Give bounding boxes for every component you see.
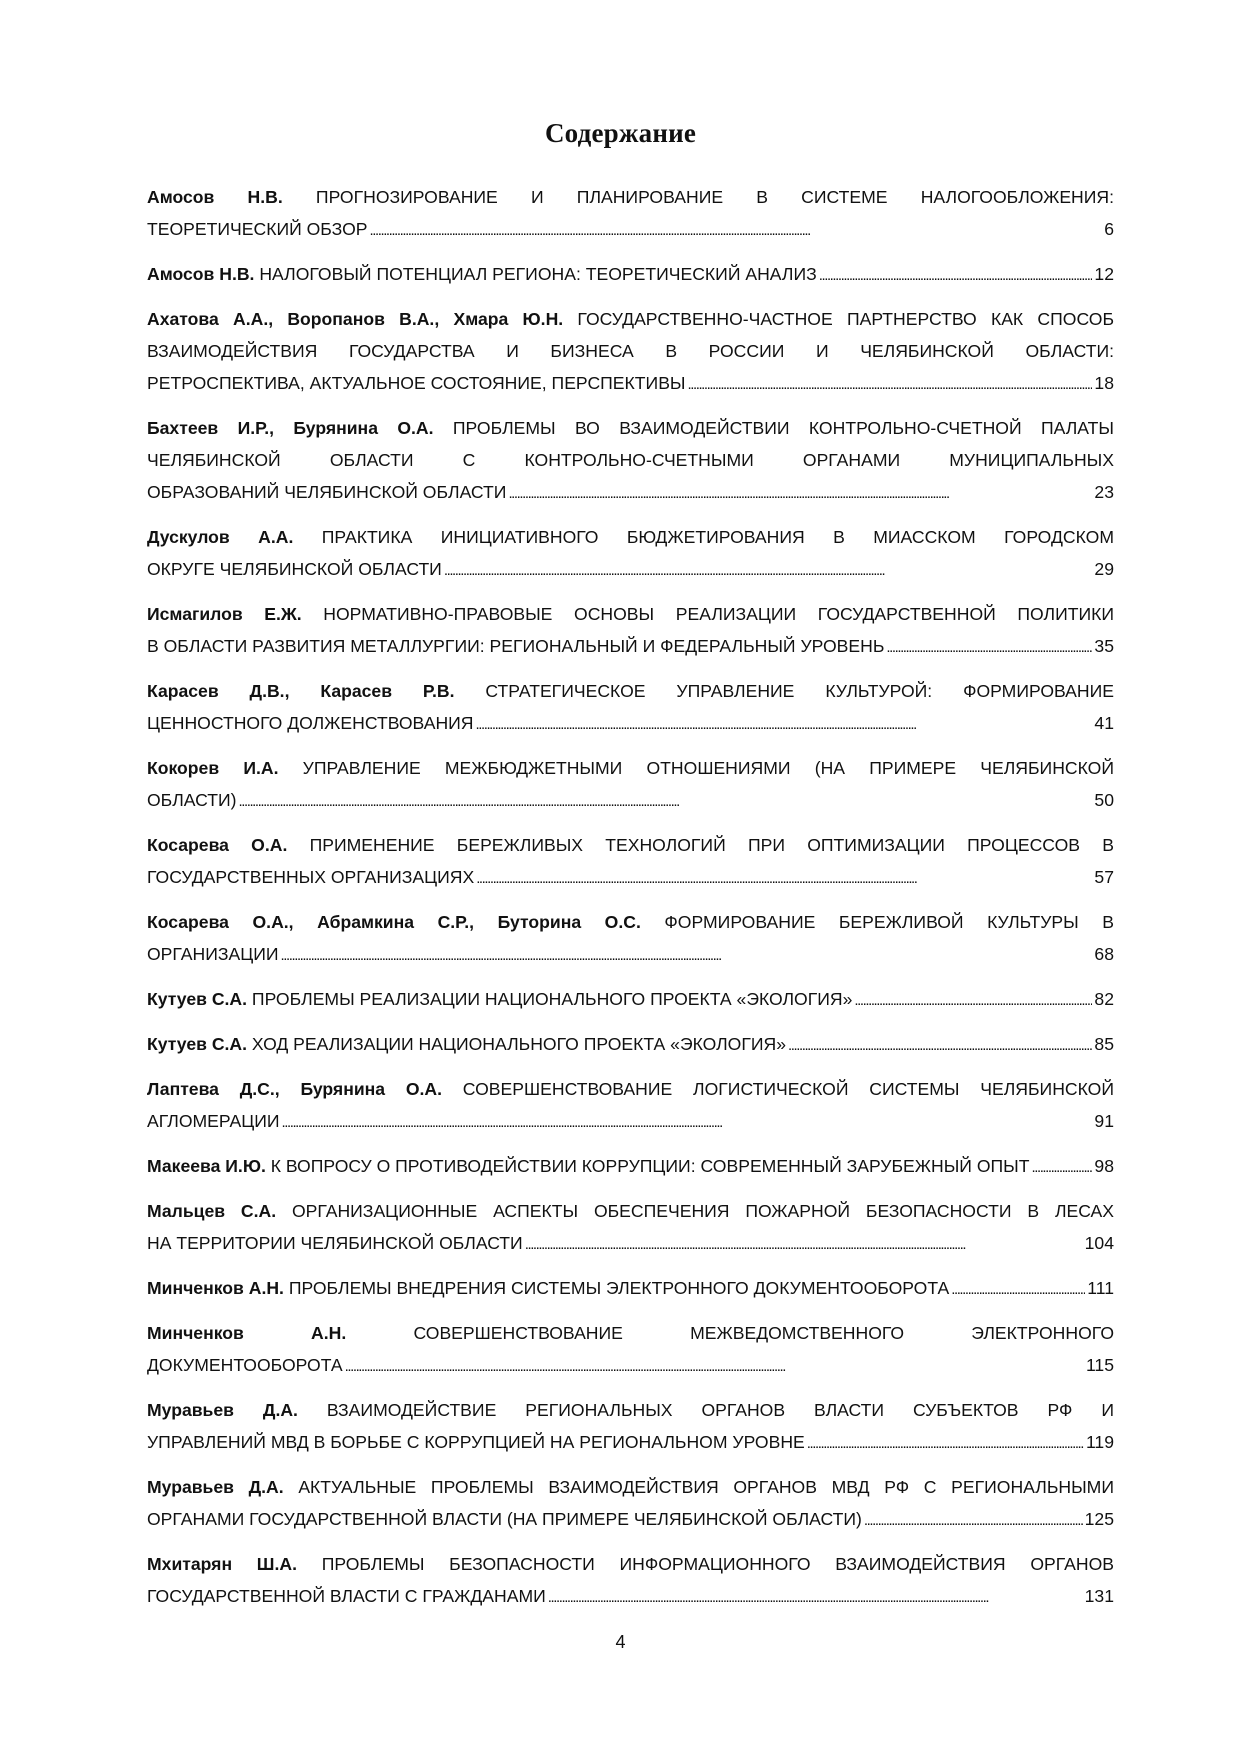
toc-entry-line [147,181,1114,213]
toc-entry-title: ПРОГНОЗИРОВАНИЕ И ПЛАНИРОВАНИЕ В СИСТЕМЕ НАЛОГООБЛОЖЕНИЯ: [282,187,1114,207]
toc-entry-title: ГОСУДАРСТВЕННЫХ ОРГАНИЗАЦИЯХ [147,867,475,887]
toc-entry-last-line [147,630,1114,664]
toc-entry-title: ГОСУДАРСТВЕННОЙ ВЛАСТИ С ГРАЖДАНАМИ [147,1586,546,1606]
toc-entry[interactable] [147,906,1114,972]
toc-entry-last-line [147,476,1114,510]
toc-entry-title: ФОРМИРОВАНИЕ БЕРЕЖЛИВОЙ КУЛЬТУРЫ В [640,912,1114,932]
toc-entry-authors: Мхитарян Ш.А. [147,1554,297,1574]
toc-entry-line [147,1073,1114,1105]
toc-entry[interactable] [147,675,1114,741]
toc-entry-title: ВЗАИМОДЕЙСТВИЕ РЕГИОНАЛЬНЫХ ОРГАНОВ ВЛАСТИ СУБЪЕКТОВ РФ И [297,1400,1114,1420]
toc-entry[interactable] [147,598,1114,664]
toc-entry-line [147,335,1114,367]
dot-leader [951,1272,1085,1306]
toc-entry-text [147,1580,546,1612]
toc-entry-page: 41 [1094,713,1114,733]
dot-leader [688,367,1093,401]
dot-leader [239,784,1093,818]
toc-entry-text [147,476,506,508]
toc-entry-title: ГОСУДАРСТВЕННО-ЧАСТНОЕ ПАРТНЕРСТВО КАК СПОСОБ [563,309,1115,329]
toc-entry[interactable] [147,303,1114,401]
dot-leader [788,1028,1092,1062]
toc-entry-page: 82 [1094,989,1114,1009]
toc-entry-title: СОВЕРШЕНСТВОВАНИЕ ЛОГИСТИЧЕСКОЙ СИСТЕМЫ ЧЕЛЯБИНСКОЙ [442,1079,1114,1099]
toc-entry-text [147,1503,862,1535]
toc-entry-text [147,1227,523,1259]
toc-entry-title: СОВЕРШЕНСТВОВАНИЕ МЕЖВЕДОМСТВЕННОГО ЭЛЕКТРОННОГО [346,1323,1114,1343]
toc-entry[interactable] [147,1195,1114,1261]
toc-entry-last-line [147,1580,1114,1614]
dot-leader [508,476,1092,510]
toc-entry-authors: Ахатова А.А., Воропанов В.А., Хмара Ю.Н. [147,309,564,329]
toc-entry-page: 18 [1094,373,1114,393]
toc-entry-authors: Бахтеев И.Р., Бурянина О.А. [147,418,434,438]
toc-entry-last-line [147,707,1114,741]
toc-entry-title: ОРГАНАМИ ГОСУДАРСТВЕННОЙ ВЛАСТИ (НА ПРИМЕРЕ ЧЕЛЯБИНСКОЙ ОБЛАСТИ) [147,1509,862,1529]
dot-leader [548,1580,1083,1614]
toc-entry-title: ОРГАНИЗАЦИИ [147,944,279,964]
toc-entry-title: СТРАТЕГИЧЕСКОЕ УПРАВЛЕНИЕ КУЛЬТУРОЙ: ФОРМИРОВАНИЕ [454,681,1114,701]
toc-entry[interactable] [147,1028,1114,1062]
table-of-contents [147,181,1114,1625]
toc-entry-line [147,303,1114,335]
toc-entry-authors: Кокорев И.А. [147,758,279,778]
toc-entry[interactable] [147,1548,1114,1614]
toc-entry-page: 98 [1094,1156,1114,1176]
toc-entry-text [147,1150,1029,1182]
toc-entry-title: РЕТРОСПЕКТИВА, АКТУАЛЬНОЕ СОСТОЯНИЕ, ПЕРСПЕКТИВЫ [147,373,686,393]
dot-leader [807,1426,1084,1460]
toc-entry-line [147,1195,1114,1227]
toc-entry-line [147,412,1114,444]
toc-entry-title: ДОКУМЕНТООБОРОТА [147,1355,343,1375]
toc-entry-last-line [147,553,1114,587]
toc-entry-last-line [147,1150,1114,1184]
toc-entry-authors: Исмагилов Е.Ж. [147,604,302,624]
toc-entry-title: ЧЕЛЯБИНСКОЙ ОБЛАСТИ С КОНТРОЛЬНО-СЧЕТНЫМИ ОРГАНАМИ МУНИЦИПАЛЬНЫХ [147,450,1114,470]
toc-entry-title: АГЛОМЕРАЦИИ [147,1111,280,1131]
toc-entry-text [147,367,686,399]
toc-entry-text [147,1272,949,1304]
toc-entry-page: 125 [1084,1509,1114,1529]
toc-entry-title: УПРАВЛЕНИЕ МЕЖБЮДЖЕТНЫМИ ОТНОШЕНИЯМИ (НА ПРИМЕРЕ ЧЕЛЯБИНСКОЙ [278,758,1114,778]
toc-entry-title: ПРОБЛЕМЫ БЕЗОПАСНОСТИ ИНФОРМАЦИОННОГО ВЗАИМОДЕЙСТВИЯ ОРГАНОВ [296,1554,1114,1574]
dot-leader [819,258,1093,292]
toc-entry[interactable] [147,1272,1114,1306]
toc-entry-title: ТЕОРЕТИЧЕСКИЙ ОБЗОР [147,219,368,239]
toc-entry-page: 91 [1094,1111,1114,1131]
toc-entry-text [147,1028,786,1060]
toc-entry-line [147,1471,1114,1503]
toc-entry-last-line [147,784,1114,818]
toc-entry-title: ЦЕННОСТНОГО ДОЛЖЕНСТВОВАНИЯ [147,713,474,733]
toc-entry-title: В ОБЛАСТИ РАЗВИТИЯ МЕТАЛЛУРГИИ: РЕГИОНАЛЬНЫЙ И ФЕДЕРАЛЬНЫЙ УРОВЕНЬ [147,636,885,656]
toc-entry-page: 50 [1094,790,1114,810]
dot-leader [476,707,1093,741]
toc-entry-last-line [147,938,1114,972]
toc-entry-text [147,258,817,290]
toc-entry-last-line [147,983,1114,1017]
dot-leader [282,1105,1093,1139]
dot-leader [525,1227,1083,1261]
toc-entry-authors: Амосов Н.В. [147,264,255,284]
toc-entry-authors: Макеева И.Ю. [147,1156,266,1176]
dot-leader [1031,1150,1092,1184]
toc-entry-line [147,675,1114,707]
page-number: 4 [615,1632,626,1652]
toc-entry[interactable] [147,1073,1114,1139]
toc-entry-line [147,598,1114,630]
dot-leader [370,213,1103,247]
toc-entry-last-line [147,1105,1114,1139]
toc-entry-title: АКТУАЛЬНЫЕ ПРОБЛЕМЫ ВЗАИМОДЕЙСТВИЯ ОРГАНОВ МВД РФ С РЕГИОНАЛЬНЫМИ [283,1477,1114,1497]
toc-entry-last-line [147,213,1114,247]
toc-entry-last-line [147,1028,1114,1062]
toc-entry-page: 68 [1094,944,1114,964]
toc-entry-line [147,1317,1114,1349]
toc-entry[interactable] [147,1471,1114,1537]
toc-entry-authors: Кутуев С.А. [147,1034,248,1054]
toc-entry-line [147,829,1114,861]
toc-entry-title: УПРАВЛЕНИЙ МВД В БОРЬБЕ С КОРРУПЦИЕЙ НА РЕГИОНАЛЬНОМ УРОВНЕ [147,1432,805,1452]
toc-entry-last-line [147,1426,1114,1460]
toc-entry-last-line [147,1227,1114,1261]
toc-entry-page: 85 [1094,1034,1114,1054]
toc-entry-last-line [147,1349,1114,1383]
toc-entry-text [147,861,474,893]
toc-entry-authors: Карасев Д.В., Карасев Р.В. [147,681,455,701]
toc-entry-page: 111 [1087,1278,1114,1298]
toc-entry[interactable] [147,412,1114,510]
toc-entry-authors: Амосов Н.В. [147,187,283,207]
toc-entry[interactable] [147,258,1114,292]
toc-entry[interactable] [147,983,1114,1017]
toc-entry-line [147,1548,1114,1580]
toc-entry-title: ПРОБЛЕМЫ РЕАЛИЗАЦИИ НАЦИОНАЛЬНОГО ПРОЕКТА «ЭКОЛОГИЯ» [247,989,853,1009]
toc-entry-authors: Муравьев Д.А. [147,1400,298,1420]
toc-entry[interactable] [147,752,1114,818]
toc-entry[interactable] [147,1150,1114,1184]
dot-leader [476,861,1092,895]
toc-entry-title: ПРИМЕНЕНИЕ БЕРЕЖЛИВЫХ ТЕХНОЛОГИЙ ПРИ ОПТИМИЗАЦИИ ПРОЦЕССОВ В [287,835,1114,855]
toc-entry-authors: Дускулов А.А. [147,527,294,547]
toc-entry-title: НОРМАТИВНО-ПРАВОВЫЕ ОСНОВЫ РЕАЛИЗАЦИИ ГОСУДАРСТВЕННОЙ ПОЛИТИКИ [301,604,1114,624]
toc-entry[interactable] [147,1317,1114,1383]
toc-entry-authors: Косарева О.А. [147,835,288,855]
toc-entry-page: 131 [1084,1586,1114,1606]
toc-entry-text [147,553,442,585]
toc-entry-page: 23 [1094,482,1114,502]
toc-entry-page: 119 [1085,1432,1114,1452]
dot-leader [864,1503,1083,1537]
toc-entry-line [147,906,1114,938]
toc-entry[interactable] [147,829,1114,895]
toc-entry-page: 57 [1094,867,1114,887]
toc-entry-title: ОБЛАСТИ) [147,790,237,810]
toc-entry-page: 104 [1084,1233,1114,1253]
toc-entry-text [147,1426,805,1458]
toc-entry-page: 35 [1094,636,1114,656]
toc-entry[interactable] [147,521,1114,587]
toc-entry-last-line [147,1272,1114,1306]
toc-entry-title: ПРОБЛЕМЫ ВНЕДРЕНИЯ СИСТЕМЫ ЭЛЕКТРОННОГО ДОКУМЕНТООБОРОТА [283,1278,950,1298]
toc-entry-title: ОБРАЗОВАНИЙ ЧЕЛЯБИНСКОЙ ОБЛАСТИ [147,482,507,502]
dot-leader [886,630,1092,664]
toc-entry-line [147,1394,1114,1426]
toc-entry-page: 115 [1085,1355,1114,1375]
page-title: Содержание [544,118,697,148]
toc-entry-line [147,752,1114,784]
toc-entry-text [147,938,279,970]
toc-entry-text [147,630,884,662]
toc-entry-authors: Минченков А.Н. [147,1278,284,1298]
toc-entry[interactable] [147,1394,1114,1460]
dot-leader [854,983,1092,1017]
toc-entry-last-line [147,861,1114,895]
toc-entry-page: 6 [1104,219,1114,239]
toc-entry-authors: Лаптева Д.С., Бурянина О.А. [147,1079,443,1099]
toc-entry-text [147,707,474,739]
toc-entry-authors: Минченков А.Н. [147,1323,347,1343]
toc-entry-title: ОРГАНИЗАЦИОННЫЕ АСПЕКТЫ ОБЕСПЕЧЕНИЯ ПОЖАРНОЙ БЕЗОПАСНОСТИ В ЛЕСАХ [276,1201,1115,1221]
toc-entry-page: 12 [1094,264,1114,284]
toc-entry-text [147,983,852,1015]
toc-entry-title: ВЗАИМОДЕЙСТВИЯ ГОСУДАРСТВА И БИЗНЕСА В РОССИИ И ЧЕЛЯБИНСКОЙ ОБЛАСТИ: [147,341,1114,361]
dot-leader [281,938,1093,972]
toc-entry-authors: Косарева О.А., Абрамкина С.Р., Буторина О.С. [147,912,641,932]
toc-entry-title: ХОД РЕАЛИЗАЦИИ НАЦИОНАЛЬНОГО ПРОЕКТА «ЭКОЛОГИЯ» [247,1034,787,1054]
toc-entry-authors: Кутуев С.А. [147,989,248,1009]
toc-entry[interactable] [147,181,1114,247]
toc-entry-title: ПРОБЛЕМЫ ВО ВЗАИМОДЕЙСТВИИ КОНТРОЛЬНО-СЧЕТНОЙ ПАЛАТЫ [433,418,1114,438]
toc-entry-title: НАЛОГОВЫЙ ПОТЕНЦИАЛ РЕГИОНА: ТЕОРЕТИЧЕСКИЙ АНАЛИЗ [254,264,817,284]
toc-entry-text [147,213,368,245]
toc-entry-line [147,521,1114,553]
dot-leader [444,553,1093,587]
toc-entry-authors: Мальцев С.А. [147,1201,277,1221]
toc-entry-line [147,444,1114,476]
toc-entry-last-line [147,367,1114,401]
toc-entry-text [147,1105,280,1137]
toc-entry-text [147,784,237,816]
toc-entry-text [147,1349,343,1381]
toc-entry-title: ПРАКТИКА ИНИЦИАТИВНОГО БЮДЖЕТИРОВАНИЯ В МИАССКОМ ГОРОДСКОМ [293,527,1114,547]
dot-leader [345,1349,1084,1383]
toc-entry-page: 29 [1094,559,1114,579]
toc-entry-title: НА ТЕРРИТОРИИ ЧЕЛЯБИНСКОЙ ОБЛАСТИ [147,1233,523,1253]
toc-entry-title: К ВОПРОСУ О ПРОТИВОДЕЙСТВИИ КОРРУПЦИИ: СОВРЕМЕННЫЙ ЗАРУБЕЖНЫЙ ОПЫТ [265,1156,1030,1176]
toc-entry-title: ОКРУГЕ ЧЕЛЯБИНСКОЙ ОБЛАСТИ [147,559,442,579]
toc-entry-last-line [147,1503,1114,1537]
toc-entry-authors: Муравьев Д.А. [147,1477,284,1497]
toc-entry-last-line [147,258,1114,292]
